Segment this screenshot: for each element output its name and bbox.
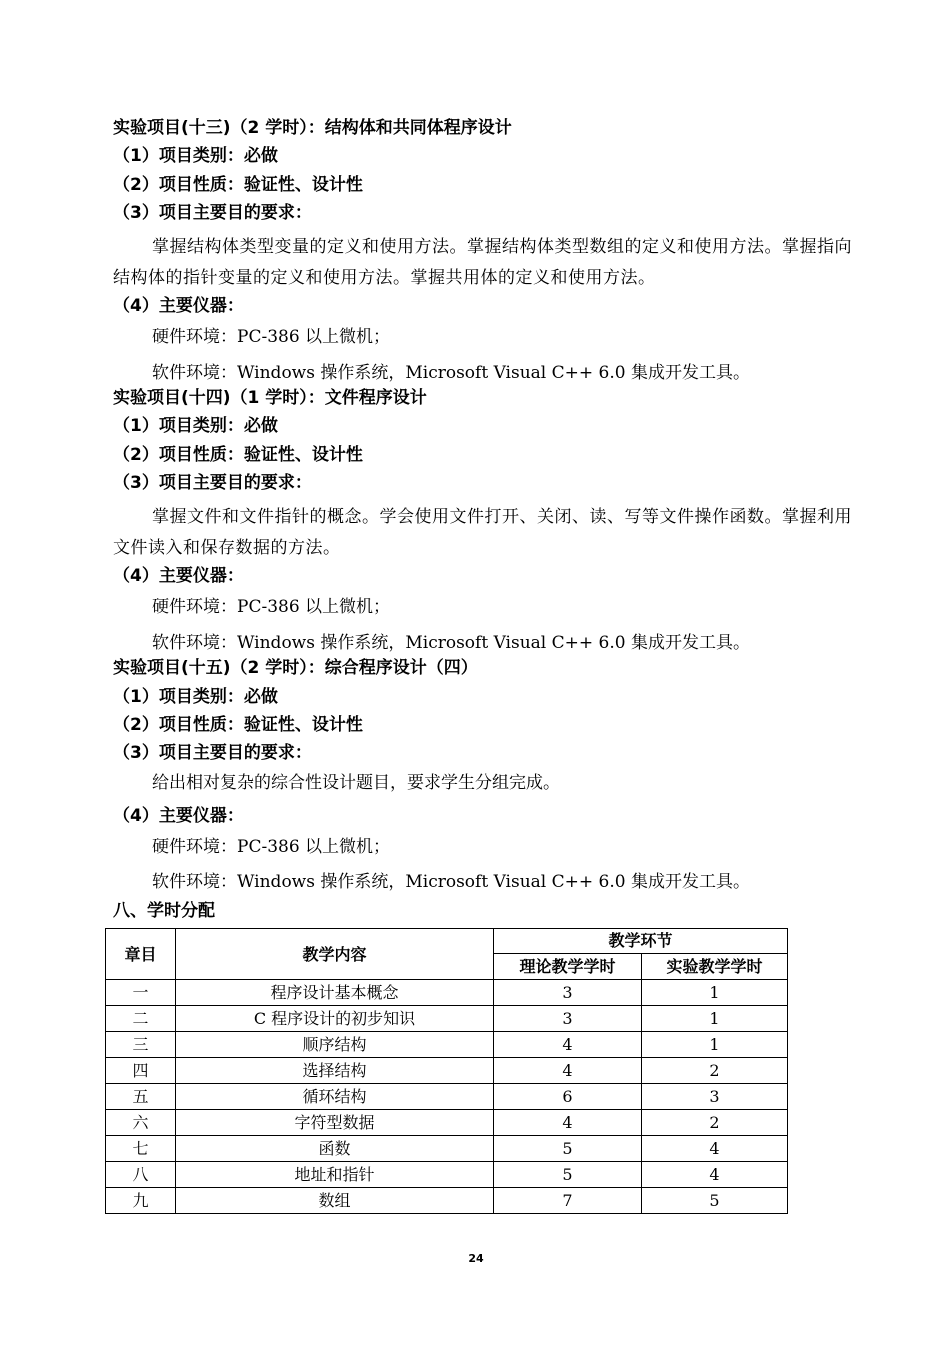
- cell-lab: 5: [642, 1188, 788, 1214]
- cell-theory: 4: [494, 1032, 642, 1058]
- cell-content: 程序设计基本概念: [176, 980, 494, 1006]
- table-row: [106, 1058, 788, 1084]
- exp13-category: （1）项目类别：必做: [113, 146, 278, 166]
- cell-content: 选择结构: [176, 1058, 494, 1084]
- cell-theory: 3: [494, 1006, 642, 1032]
- cell-lab: 3: [642, 1084, 788, 1110]
- table-row: [106, 1084, 788, 1110]
- exp14-software: 软件环境：Windows 操作系统，Microsoft Visual C++ 6.0 集成开发工具。: [152, 633, 750, 653]
- cell-lab: 1: [642, 980, 788, 1006]
- cell-theory: 5: [494, 1162, 642, 1188]
- cell-theory: 4: [494, 1110, 642, 1136]
- exp15-hardware: 硬件环境：PC-386 以上微机；: [152, 837, 391, 857]
- exp14-requirements-heading: （3）项目主要目的要求：: [113, 473, 312, 493]
- exp13-software: 软件环境：Windows 操作系统，Microsoft Visual C++ 6.0 集成开发工具。: [152, 363, 750, 383]
- cell-content: 地址和指针: [176, 1162, 494, 1188]
- exp15-nature: （2）项目性质：验证性、设计性: [113, 715, 363, 735]
- cell-content: 顺序结构: [176, 1032, 494, 1058]
- cell-lab: 2: [642, 1110, 788, 1136]
- table-row: [106, 980, 788, 1006]
- exp15-requirements-heading: （3）项目主要目的要求：: [113, 743, 312, 763]
- cell-lab: 2: [642, 1058, 788, 1084]
- exp13-requirements-text: 掌握结构体类型变量的定义和使用方法。掌握结构体类型数组的定义和使用方法。掌握指向结构体的指针变量的定义和使用方法。掌握共用体的定义和使用方法。: [113, 237, 852, 288]
- cell-content: 函数: [176, 1136, 494, 1162]
- exp15-category: （1）项目类别：必做: [113, 687, 278, 707]
- cell-theory: 4: [494, 1058, 642, 1084]
- cell-content: C 程序设计的初步知识: [176, 1006, 494, 1032]
- exp15-software: 软件环境：Windows 操作系统，Microsoft Visual C++ 6.0 集成开发工具。: [152, 872, 750, 892]
- exp13-hardware: 硬件环境：PC-386 以上微机；: [152, 327, 391, 347]
- cell-content: 字符型数据: [176, 1110, 494, 1136]
- exp13-title: 实验项目(十三)（2 学时）：结构体和共同体程序设计: [113, 118, 512, 138]
- cell-lab: 1: [642, 1032, 788, 1058]
- cell-theory: 6: [494, 1084, 642, 1110]
- cell-content: 循环结构: [176, 1084, 494, 1110]
- cell-chapter: 六: [106, 1110, 176, 1136]
- cell-chapter: 二: [106, 1006, 176, 1032]
- cell-chapter: 五: [106, 1084, 176, 1110]
- cell-lab: 4: [642, 1136, 788, 1162]
- cell-theory: 3: [494, 980, 642, 1006]
- cell-chapter: 九: [106, 1188, 176, 1214]
- exp15-requirements-text: 给出相对复杂的综合性设计题目，要求学生分组完成。: [152, 773, 560, 793]
- cell-theory: 5: [494, 1136, 642, 1162]
- cell-chapter: 三: [106, 1032, 176, 1058]
- exp13-equipment-heading: （4）主要仪器：: [113, 296, 244, 316]
- cell-content: 数组: [176, 1188, 494, 1214]
- header-chapter: 章目: [106, 929, 176, 980]
- table-row: [106, 1006, 788, 1032]
- exp13-requirements-heading: （3）项目主要目的要求：: [113, 203, 312, 223]
- cell-chapter: 四: [106, 1058, 176, 1084]
- header-lab-hours: 实验教学学时: [642, 954, 788, 980]
- cell-lab: 4: [642, 1162, 788, 1188]
- exp15-title: 实验项目(十五)（2 学时）：综合程序设计（四）: [113, 658, 478, 678]
- cell-chapter: 八: [106, 1162, 176, 1188]
- header-theory-hours: 理论教学学时: [494, 954, 642, 980]
- table-row: [106, 1110, 788, 1136]
- table-header-row: [106, 929, 788, 954]
- page-number: 24: [468, 1252, 484, 1265]
- cell-theory: 7: [494, 1188, 642, 1214]
- exp14-title: 实验项目(十四)（1 学时）：文件程序设计: [113, 388, 427, 408]
- exp14-requirements-text: 掌握文件和文件指针的概念。学会使用文件打开、关闭、读、写等文件操作函数。掌握利用文件读入和保存数据的方法。: [113, 507, 852, 558]
- table-row: [106, 1032, 788, 1058]
- section-heading-hours: 八、学时分配: [113, 901, 215, 921]
- table-row: [106, 1188, 788, 1214]
- exp14-nature: （2）项目性质：验证性、设计性: [113, 445, 363, 465]
- table-row: [106, 1136, 788, 1162]
- cell-chapter: 七: [106, 1136, 176, 1162]
- cell-chapter: 一: [106, 980, 176, 1006]
- cell-lab: 1: [642, 1006, 788, 1032]
- header-teaching-link: 教学环节: [494, 929, 788, 954]
- exp13-nature: （2）项目性质：验证性、设计性: [113, 175, 363, 195]
- exp14-hardware: 硬件环境：PC-386 以上微机；: [152, 597, 391, 617]
- table-row: [106, 1162, 788, 1188]
- hours-table: [105, 928, 788, 1214]
- exp14-equipment-heading: （4）主要仪器：: [113, 566, 244, 586]
- exp15-equipment-heading: （4）主要仪器：: [113, 806, 244, 826]
- exp14-category: （1）项目类别：必做: [113, 416, 278, 436]
- header-content: 教学内容: [176, 929, 494, 980]
